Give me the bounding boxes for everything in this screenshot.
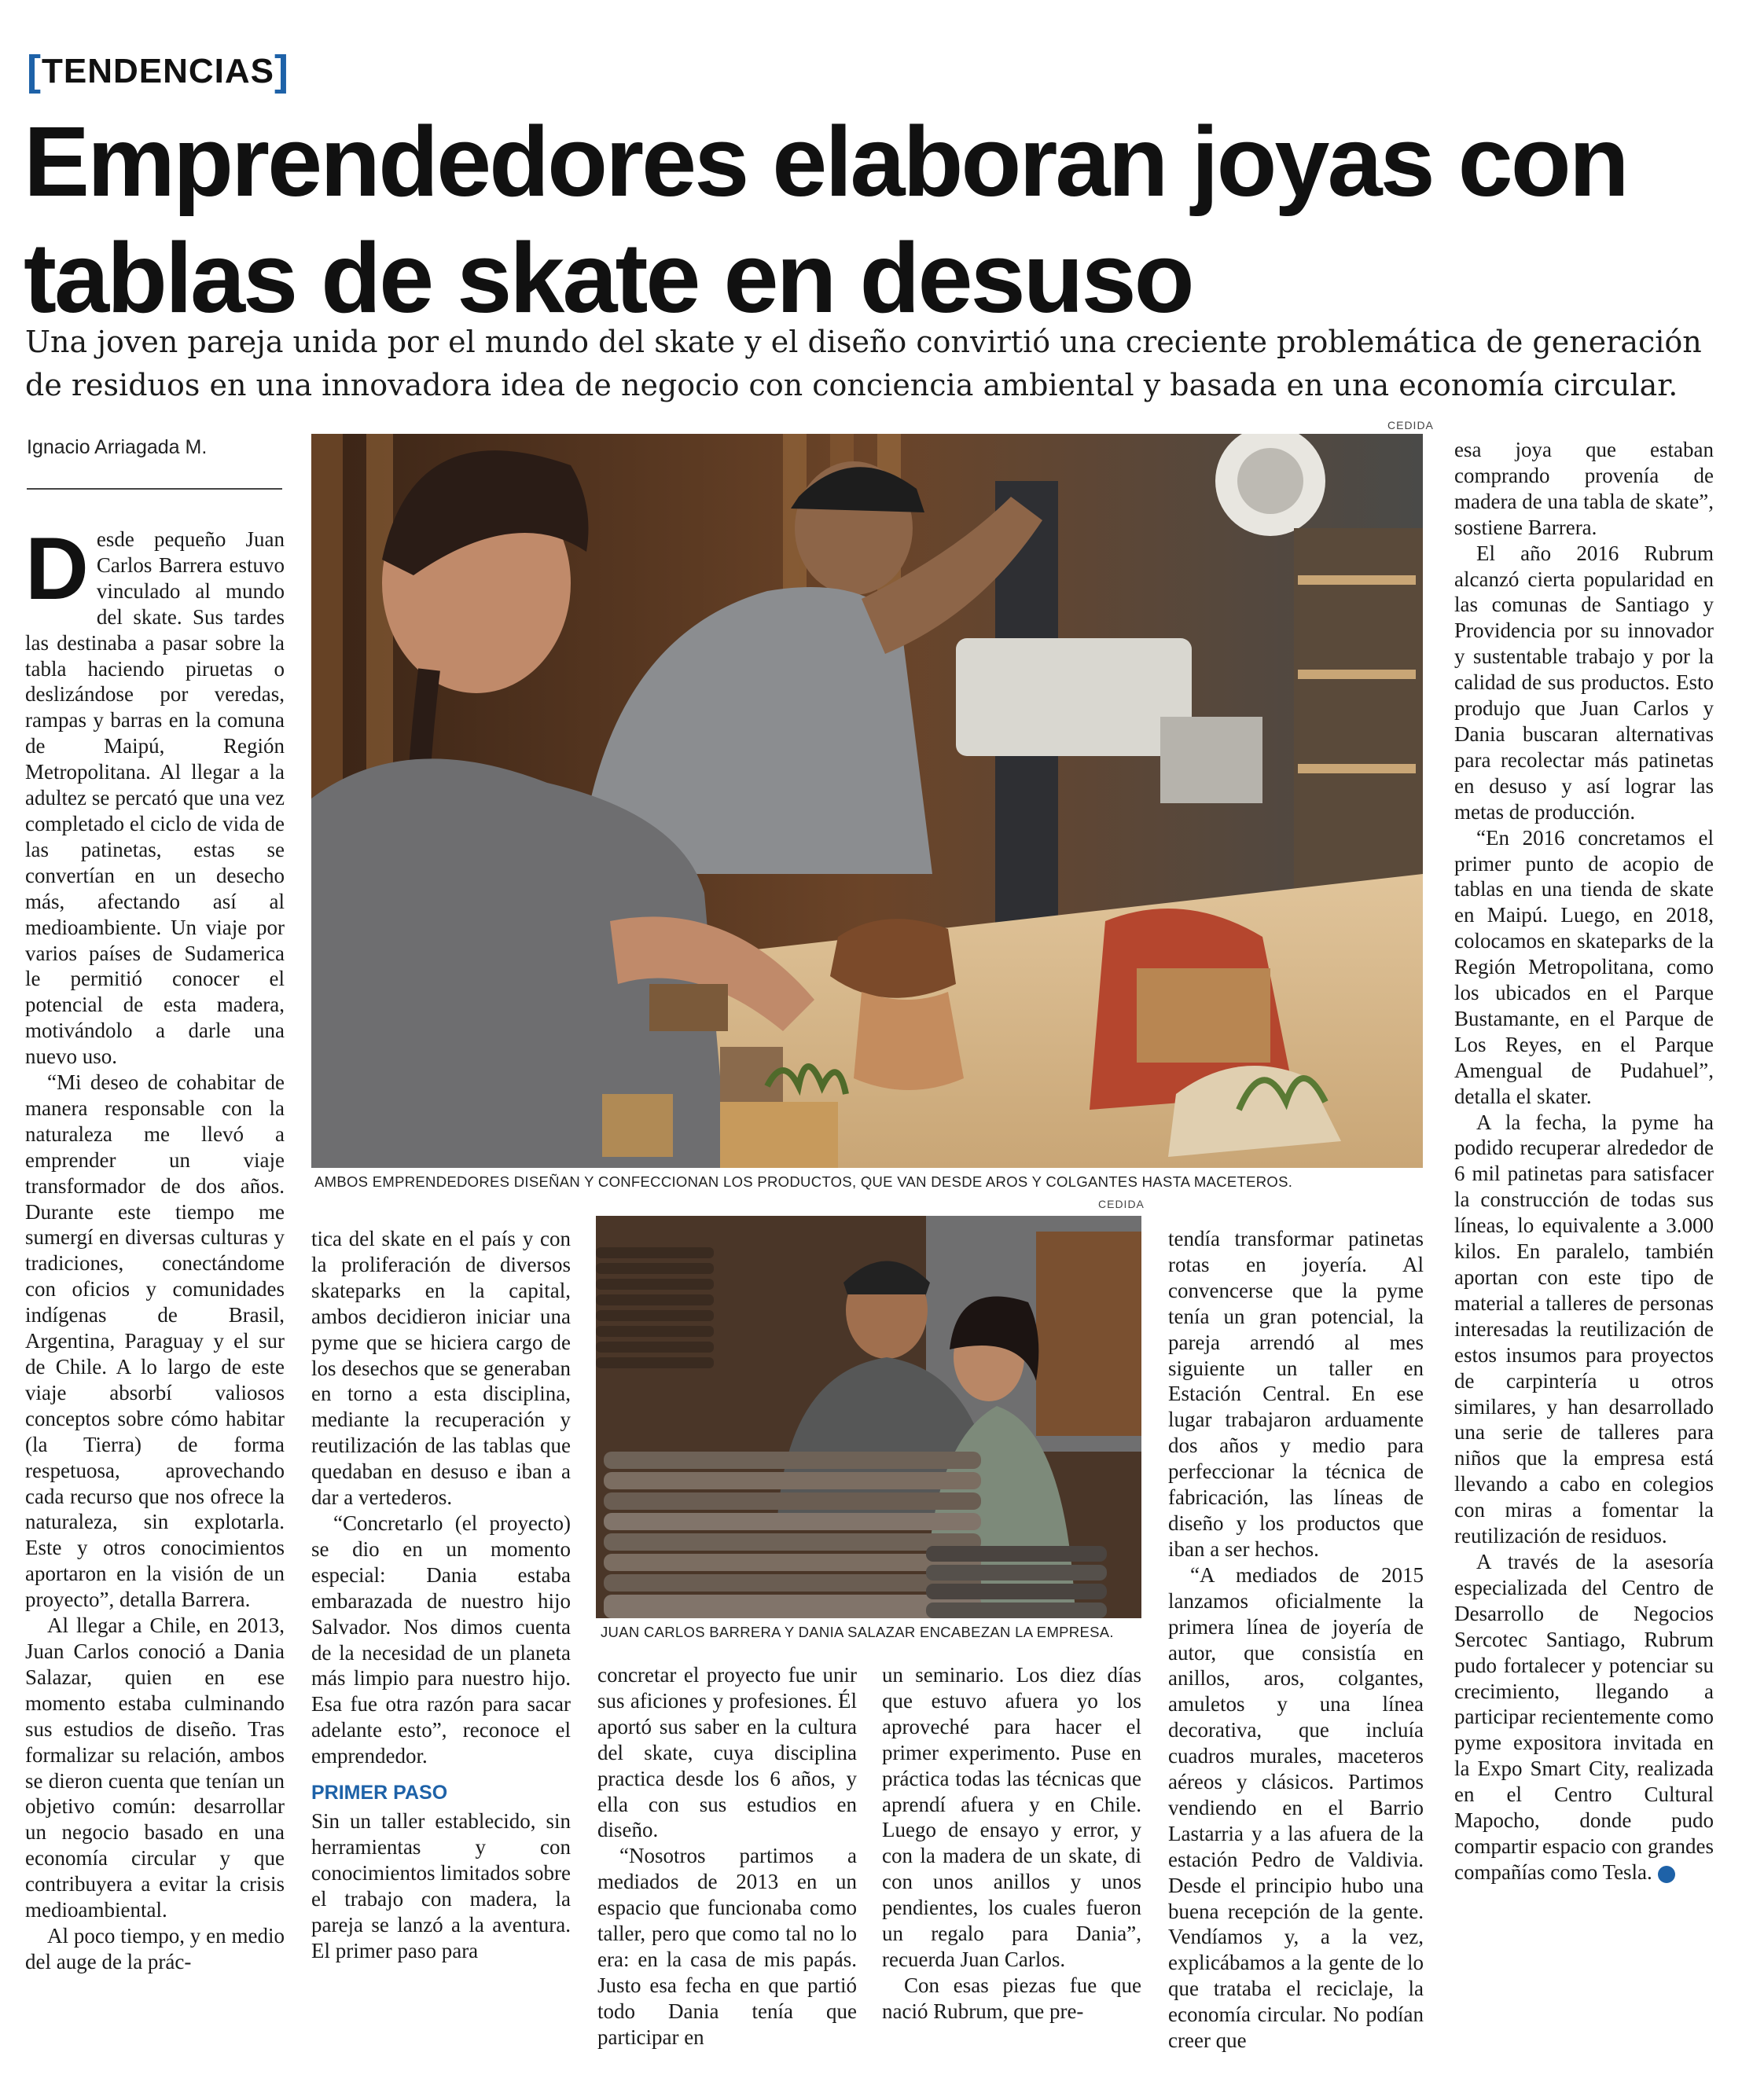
- photo2-caption: JUAN CARLOS BARRERA Y DANIA SALAZAR ENCABEZAN LA EMPRESA.: [601, 1624, 1114, 1640]
- photo1-caption: AMBOS EMPRENDEDORES DISEÑAN Y CONFECCIONAN LOS PRODUCTOS, QUE VAN DESDE AROS Y COLGANTES HASTA MACETEROS.: [314, 1173, 1293, 1190]
- col3-paragraph-2: “Nosotros partimos a mediados de 2013 en un espacio que funcionaba como taller, pero que como tal no lo era: en la casa de mis papás. Justo esa fecha en que partió todo Dania tenía que participar en: [597, 1844, 857, 2049]
- byline-rule: [27, 488, 282, 490]
- founders-photo-illustration: [596, 1216, 1141, 1618]
- subhead-primer-paso: PRIMER PASO: [311, 1782, 448, 1804]
- headline: Emprendedores elaboran joyas con tablas de skate en desuso: [24, 106, 1627, 333]
- col2-paragraph-3: Sin un taller establecido, sin herramientas y con conocimientos limitados sobre el trabajo con madera, la pareja se lanzó a la aventura. El primer paso para: [311, 1809, 571, 1962]
- col2-paragraph-1: tica del skate en el país y con la proliferación de diversos skateparks en la capital, ambos decidieron iniciar una pyme que se hiciera cargo de los desechos que se generaban en torno a esta disciplina, mediante la recuperación y reutilización de las tablas que quedaban en desuso e iban a dar a vertederos.: [311, 1227, 571, 1510]
- deck: Una joven pareja unida por el mundo del skate y el diseño convirtió una creciente problemática de generación de residuos en una innovadora idea de negocio con conciencia ambiental y basada en una economía circular.: [25, 325, 1702, 402]
- col6-paragraph-4: A la fecha, la pyme ha podido recuperar alrededor de 6 mil patinetas para satisfacer la construcción de todas sus líneas, lo equivalente a 3.000 kilos. En paralelo, también aportan con este tipo de material a talleres de personas interesadas la reutilización de estos insumos para proyectos de carpintería u otros similares, y han desarrollado una serie de talleres para niños que la empresa está llevando a cabo en colegios con miras a fomentar la reutilización de residuos.: [1454, 1110, 1714, 1548]
- byline: Ignacio Arriagada M.: [27, 436, 208, 458]
- col4-paragraph-1: un seminario. Los diez días que estuvo afuera yo los aproveché para hacer el primer experimento. Puse en práctica todas las técnicas que aprendí afuera y en Chile. Luego de ensayo y error, y con la madera de un skate, di con unos anillos y unos pendientes, los cuales fueron un regalo para Dania”, recuerda Juan Carlos.: [882, 1663, 1141, 1971]
- founders-photo: [596, 1216, 1141, 1618]
- col2-paragraph-2: “Concretarlo (el proyecto) se dio en un momento especial: Dania estaba embarazada de nuestro hijo Salvador. Nos dimos cuenta de la necesidad de un planeta más limpio para nuestro hijo. Esa fue otra razón para sacar adelante esto”, reconoce el emprendedor.: [311, 1511, 571, 1768]
- workshop-photo: [311, 434, 1423, 1168]
- section-label: TENDENCIAS: [41, 52, 275, 90]
- star-end-icon: ✪: [1658, 1866, 1675, 1883]
- col4-paragraph-2: Con esas piezas fue que nació Rubrum, que pre-: [882, 1973, 1141, 2023]
- workshop-photo-illustration: [311, 434, 1423, 1168]
- column-2: [311, 1226, 571, 1963]
- col5-paragraph-1: tendía transformar patinetas rotas en joyería. Al convencerse que la pyme tenía un gran potencial, la pareja arrendó al mes siguiente un taller en Estación Central. En ese lugar trabajaron arduamente dos años y medio para perfeccionar la técnica de fabricación, las líneas de diseño y los productos que iban a ser hechos.: [1168, 1227, 1424, 1561]
- column-6: [1454, 437, 1714, 1885]
- col6-paragraph-5: [1454, 1549, 1714, 1885]
- column-5: [1168, 1226, 1424, 2054]
- col6-paragraph-3: “En 2016 concretamos el primer punto de acopio de tablas en una tienda de skate en Maipú. Luego, en 2018, colocamos en skateparks de la Región Metropolitana, como los ubicados en el Parque Bustamante, en el Parque de Los Reyes, en el Parque Amengual de Pudahuel”, detalla el skater.: [1454, 825, 1714, 1108]
- section-bracket-close: ]: [274, 47, 289, 94]
- col1-p1-text: esde pequeño Juan Carlos Barrera estuvo vinculado al mundo del skate. Sus tardes las destinaba a pasar sobre la tabla haciendo piruetas o deslizándose por veredas, rampas y barras en la comuna de Maipú, Región Metropolitana. Al llegar a la adultez se percató que una vez completado el ciclo de vida de las patinetas, estas se convertían en un desecho más, afectando así al medioambiente. Un viaje por varios países de Sudamerica le permitió conocer el potencial de esta madera, motivándolo a darle una nuevo uso.: [25, 527, 285, 1069]
- col1-paragraph-1: [25, 519, 285, 1070]
- col1-paragraph-4: Al poco tiempo, y en medio del auge de la prác-: [25, 1923, 285, 1973]
- col6-paragraph-2: El año 2016 Rubrum alcanzó cierta popularidad en las comunas de Santiago y Providencia por su innovador y sustentable trabajo y por la calidad de sus productos. Esto produjo que Juan Carlos y Dania buscaran alternativas para recolectar más patinetas en desuso y así lograr las metas de producción.: [1454, 541, 1714, 824]
- photo2-credit: CEDIDA: [1098, 1198, 1145, 1210]
- drop-cap: D: [25, 519, 89, 618]
- col6-p5-text: A través de la asesoría especializada del Centro de Desarrollo de Negocios Sercotec Santiago, Rubrum pudo fortalecer y potenciar su crecimiento, llegando a participar recientemente como pyme expositora invitada en la Expo Smart City, realizada en el Centro Cultural Mapocho, donde pudo compartir espacio con grandes compañías como Tesla.: [1454, 1549, 1714, 1884]
- column-1: [25, 519, 285, 1975]
- photo1-credit: CEDIDA: [1387, 419, 1434, 431]
- col5-paragraph-2: “A mediados de 2015 lanzamos oficialmente la primera línea de joyería de autor, que consistía en anillos, aros, colgantes, amuletos y una línea decorativa, que incluía cuadros murales, maceteros aéreos y clásicos. Partimos vendiendo en el Barrio Lastarria y a las afuera de la estación Pedro de Valdivia. Desde el principio hubo una buena recepción de la gente. Vendíamos y, a la vez, explicábamos a la gente de lo que trataba el reciclaje, la economía circular. No podían creer que: [1168, 1562, 1424, 2053]
- column-4: [882, 1662, 1141, 2025]
- column-3: [597, 1662, 857, 2050]
- col1-paragraph-2: “Mi deseo de cohabitar de manera responsable con la naturaleza me llevó a emprender un viaje transformador de dos años. Durante este tiempo me sumergí en diversas culturas y tradiciones, conectándome con oficios y comunidades indígenas de Brasil, Argentina, Paraguay y el sur de Chile. A lo largo de este viaje absorbí valiosos conceptos sobre cómo habitar (la Tierra) de forma respetuosa, aprovechando cada recurso que nos ofrece la naturaleza, sin explotarla. Este y otros conocimientos aportaron en la visión de un proyecto”, detalla Barrera.: [25, 1070, 285, 1612]
- section-bracket-open: [: [27, 47, 42, 94]
- col3-paragraph-1: concretar el proyecto fue unir sus aficiones y profesiones. Él aportó sus saber en la cultura del skate, cuya disciplina practica desde los 6 años, y ella con sus estudios en diseño.: [597, 1663, 857, 1842]
- col6-paragraph-1: esa joya que estaban comprando provenía de madera de una tabla de skate”, sostiene Barrera.: [1454, 438, 1714, 539]
- col1-paragraph-3: Al llegar a Chile, en 2013, Juan Carlos conoció a Dania Salazar, quien en ese momento estaba culminando sus estudios de diseño. Tras formalizar su relación, ambos se dieron cuenta que tenían un objetivo común: desarrollar un negocio basado en una economía circular y que contribuyera a evitar la crisis medioambiental.: [25, 1614, 285, 1922]
- section-tag: [27, 44, 289, 93]
